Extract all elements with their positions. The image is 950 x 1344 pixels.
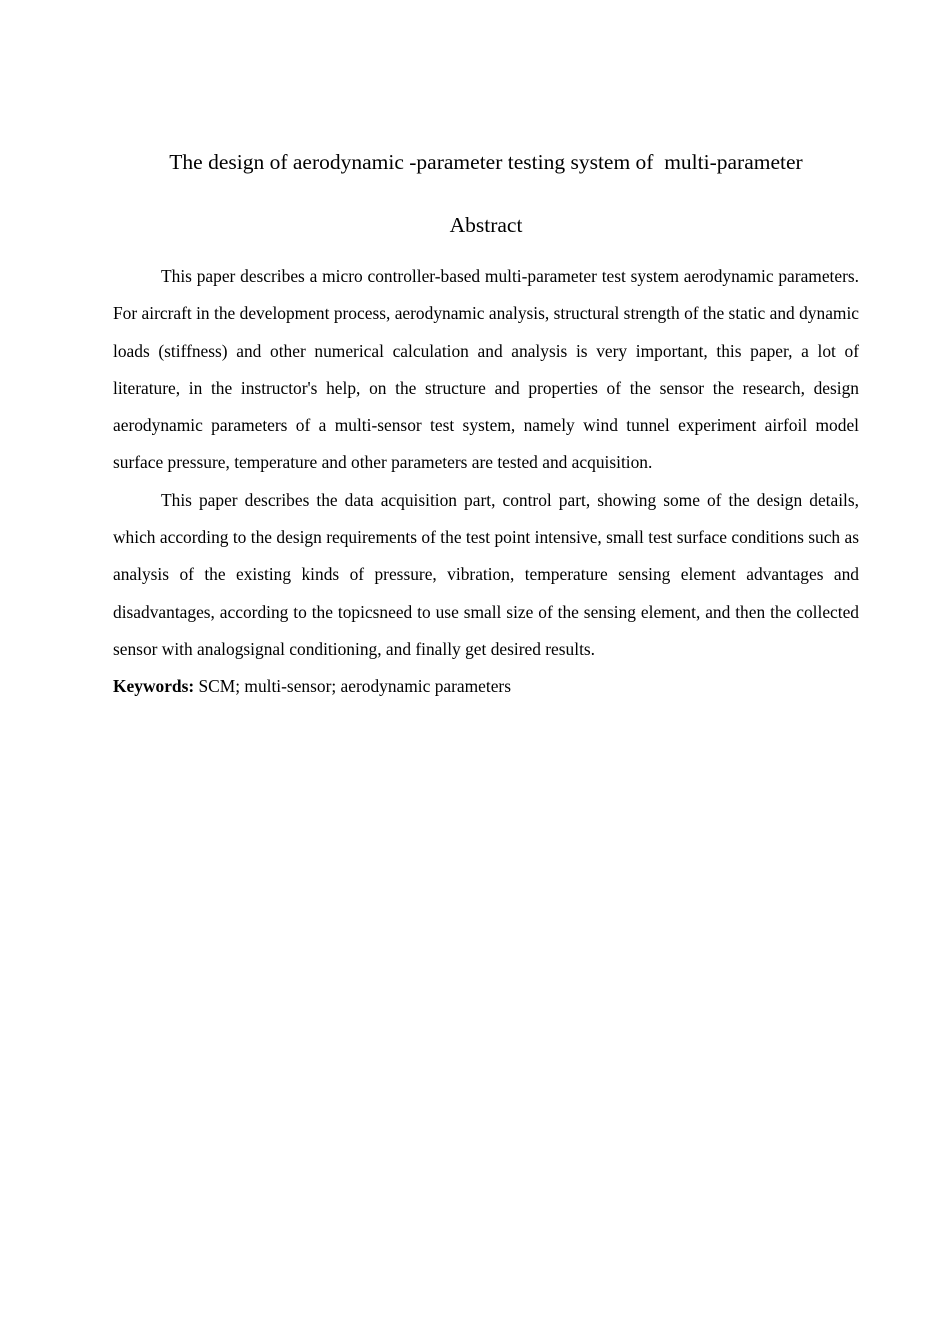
keywords-line: [113, 668, 859, 705]
keywords-label: Keywords:: [113, 676, 195, 697]
abstract-body: [113, 258, 859, 706]
document-title: The design of aerodynamic -parameter testing system of multi-parameter: [169, 150, 803, 174]
keywords-value: SCM; multi-sensor; aerodynamic parameters: [194, 676, 511, 697]
abstract-paragraph-2: This paper describes the data acquisition part, control part, showing some of the design details, which according to the design requirements of the test point intensive, small test surface conditions such as analysis of the existing kinds of pressure, vibration, temperature sensing element advantages and disadvantages, according to the topicsneed to use small size of the sensing element, and then the collected sensor with analogsignal conditioning, and finally get desired results.: [113, 489, 859, 659]
abstract-heading: Abstract: [449, 213, 523, 237]
abstract-paragraph-1: This paper describes a micro controller-based multi-parameter test system aerodynamic parameters. For aircraft in the development process, aerodynamic analysis, structural strength of the static and dynamic loads (stiffness) and other numerical calculation and analysis is very important, this paper, a lot of literature, in the instructor's help, on the structure and properties of the sensor the research, design aerodynamic parameters of a multi-sensor test system, namely wind tunnel experiment airfoil model surface pressure, temperature and other parameters are tested and acquisition.: [113, 266, 859, 473]
